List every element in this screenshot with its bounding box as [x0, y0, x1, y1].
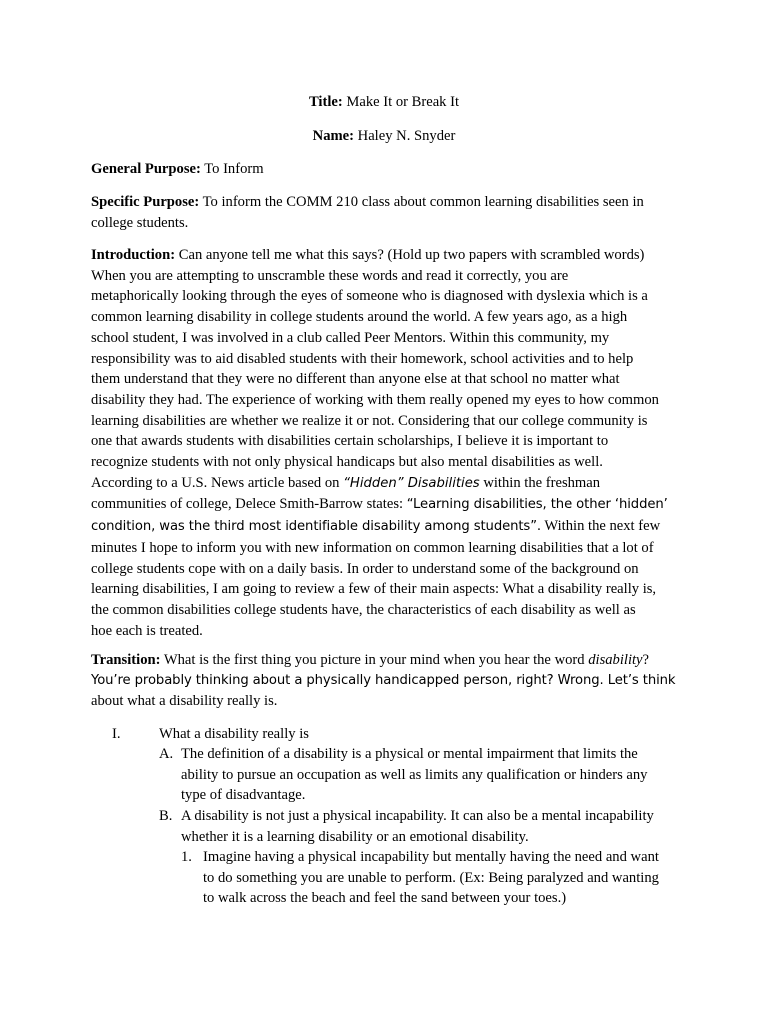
- transition-line-1: [91, 650, 681, 671]
- intro-line: minutes I hope to inform you with new information on common learning disabilities that a lot of: [91, 539, 654, 556]
- quote-prefix: communities of college, Delece Smith-Barrow states:: [91, 496, 407, 513]
- outline-section-1: [0, 724, 768, 745]
- intro-line: disability they had. The experience of working with them really opened my eyes to how common: [91, 391, 659, 408]
- intro-line: metaphorically looking through the eyes of someone who is diagnosed with dyslexia which is a: [91, 288, 648, 305]
- article-title: “Hidden” Disabilities: [343, 475, 480, 491]
- point-a-marker: A.: [159, 746, 174, 762]
- intro-line: hoe each is treated.: [91, 622, 203, 639]
- intro-line: responsibility was to aid disabled students with their homework, school activities and to help: [91, 350, 634, 367]
- specific-purpose: [91, 192, 681, 233]
- specific-purpose-line-1: [91, 192, 681, 213]
- point-b-line: whether it is a learning disability or an emotional disability.: [181, 828, 529, 845]
- introduction-label: Introduction:: [91, 247, 176, 263]
- specific-purpose-line-2: college students.: [91, 214, 189, 231]
- general-purpose-value: To Inform: [204, 161, 264, 177]
- point-b-marker: B.: [159, 808, 173, 824]
- article-prefix: According to a U.S. News article based on: [91, 474, 344, 491]
- transition-label: Transition:: [91, 652, 161, 668]
- specific-purpose-label: Specific Purpose:: [91, 194, 200, 210]
- intro-line: them understand that they were no different than anyone else at that school no matter what: [91, 371, 620, 388]
- name-line: [0, 126, 768, 147]
- outline-point-b: [0, 806, 768, 848]
- specific-purpose-text: To inform the COMM 210 class about common learning disabilities seen in: [202, 194, 644, 210]
- intro-line: one that awards students with disabilities certain scholarships, I believe it is important to: [91, 433, 609, 450]
- transition-text: What is the first thing you picture in your mind when you hear the word: [163, 652, 589, 668]
- transition-question-mark: ?: [642, 652, 650, 668]
- article-suffix: within the freshman: [479, 474, 601, 491]
- sub-1-text: [203, 847, 703, 909]
- point-a-text: [181, 744, 701, 806]
- sub-1-marker: 1.: [181, 849, 192, 865]
- quote-text-1: “Learning disabilities, the other ‘hidden’: [406, 497, 668, 513]
- transition-italic-word: disability: [588, 652, 643, 668]
- title-value: Make It or Break It: [346, 94, 460, 110]
- intro-line: When you are attempting to unscramble these words and read it correctly, you are: [91, 267, 569, 284]
- outline-sub-point-1: [0, 847, 768, 909]
- title-line: [0, 92, 768, 113]
- outline-point-a: [0, 744, 768, 806]
- sub-1-line: Imagine having a physical incapability but mentally having the need and want: [203, 849, 659, 865]
- quote-text-2: condition, was the third most identifiable disability among students”.: [91, 519, 542, 535]
- name-label: Name:: [312, 128, 354, 144]
- point-a-line: The definition of a disability is a physical or mental impairment that limits the: [181, 746, 638, 762]
- intro-article-line: [91, 473, 681, 495]
- intro-line: college students cope with on a daily basis. In order to understand some of the background on: [91, 560, 639, 577]
- title-label: Title:: [308, 94, 343, 110]
- intro-line: common learning disability in college students around the world. A few years ago, as a high: [91, 309, 628, 326]
- intro-line: the common disabilities college students have, the characteristics of each disability as well as: [91, 601, 636, 618]
- section-marker: I.: [112, 726, 121, 742]
- general-purpose: [91, 159, 681, 180]
- point-a-line: type of disadvantage.: [181, 787, 306, 804]
- sub-1-line: to do something you are unable to perform. (Ex: Being paralyzed and wanting: [203, 869, 659, 886]
- intro-line: learning disabilities are whether we realize it or not. Considering that our college community is: [91, 412, 648, 429]
- intro-line: learning disabilities, I am going to review a few of their main aspects: What a disability really is,: [91, 581, 657, 598]
- sub-1-line: to walk across the beach and feel the sand between your toes.): [203, 890, 567, 907]
- transition-line-2: You’re probably thinking about a physically handicapped person, right? Wrong. Let’s think: [91, 672, 676, 688]
- general-purpose-label: General Purpose:: [91, 161, 201, 177]
- transition-line-3: about what a disability really is.: [91, 693, 278, 710]
- point-b-text: [181, 806, 701, 847]
- intro-first-line-text: Can anyone tell me what this says? (Hold up two papers with scrambled words): [178, 247, 645, 263]
- introduction-paragraph: [91, 245, 681, 641]
- quote-suffix: Within the next few: [541, 518, 661, 535]
- intro-line: recognize students with not only physical handicaps but also mental disabilities as well.: [91, 454, 603, 471]
- transition-paragraph: [91, 650, 681, 712]
- intro-line: school student, I was involved in a club called Peer Mentors. Within this community, my: [91, 329, 610, 346]
- intro-quote-line-2: [91, 516, 681, 538]
- name-value: Haley N. Snyder: [357, 128, 456, 144]
- section-title: What a disability really is: [159, 726, 309, 742]
- intro-quote-line-1: [91, 494, 681, 516]
- intro-line-0: [91, 245, 681, 266]
- point-b-line: A disability is not just a physical incapability. It can also be a mental incapability: [181, 808, 654, 824]
- point-a-line: ability to pursue an occupation as well as limits any qualification or hinders any: [181, 766, 648, 783]
